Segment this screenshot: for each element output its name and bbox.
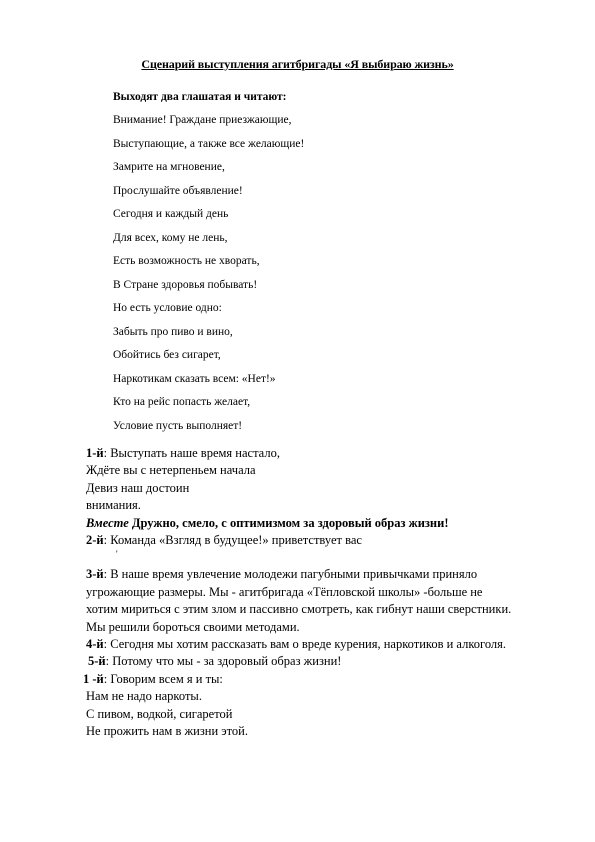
announcement-line: Замрите на мгновение,	[113, 161, 225, 173]
script-block	[83, 445, 516, 741]
announcement-line: Условие пусть выполняет!	[113, 419, 243, 432]
announcement-line: Забыть про пиво и вино,	[113, 325, 233, 338]
script-line: Ждёте вы с нетерпеньем начала	[86, 463, 256, 478]
announcement-line: В Стране здоровья побывать!	[113, 278, 258, 291]
speaker-text: : Выступать наше время настало,	[103, 446, 280, 460]
speaker-text: : Потому что мы - за здоровый образ жизни!	[105, 654, 342, 669]
script-line: Нам не надо наркоты.	[86, 689, 202, 704]
announcement-line: Наркотикам сказать всем: «Нет!»	[113, 372, 276, 385]
announcement-line: Но есть условие одно:	[113, 302, 222, 314]
together-label: Вместе	[86, 515, 129, 530]
speaker-text: : Говорим всем я и ты:	[103, 671, 223, 686]
speaker-label: 3-й	[86, 567, 104, 582]
speaker-text: : В наше время увлечение молодежи пагубными привычками приняло угрожающие размеры. Мы - агитбригада «Тёпловской школы» -больше не хотим мириться с этим злом и пассивно смотреть, как гибнут наши сверстники. Мы решили бороться своими методами.	[86, 567, 512, 634]
announcement-line: Прослушайте объявление!	[113, 184, 243, 197]
announcement-line: Сегодня и каждый день	[113, 208, 229, 220]
script-line: внимания.	[86, 498, 141, 513]
speaker-label: 1 -й	[83, 671, 104, 686]
speaker-2-line	[86, 532, 516, 549]
speaker-label: 1-й	[86, 446, 104, 460]
speaker-label: 5-й	[88, 654, 106, 669]
announcement-line: Внимание! Граждане приезжающие,	[113, 114, 292, 126]
speaker-text: : Команда «Взгляд в будущее!» приветствует вас	[103, 533, 362, 548]
speaker-5-line	[86, 653, 516, 670]
speaker-label: 2-й	[86, 533, 104, 548]
document-title: Сценарий выступления агитбригады «Я выбираю жизнь»	[141, 57, 454, 71]
together-line	[86, 515, 516, 532]
announcement-line: Кто на рейс попасть желает,	[113, 396, 251, 408]
script-line: Девиз наш достоин	[86, 480, 190, 495]
speaker-text: : Сегодня мы хотим рассказать вам о вреде курения, наркотиков и алкоголя.	[103, 637, 507, 652]
stray-mark: '	[116, 549, 118, 560]
script-line: С пивом, водкой, сигаретой	[86, 706, 233, 721]
announcement-block	[113, 90, 304, 442]
speaker-4-paragraph	[86, 636, 516, 653]
speaker-6-line	[83, 671, 516, 688]
announcement-line: Обойтись без сигарет,	[113, 349, 221, 361]
announcement-intro: Выходят два глашатая и читают:	[113, 91, 287, 103]
speaker-1-line	[86, 445, 516, 462]
announcement-line: Выступающие, а также все желающие!	[113, 137, 305, 150]
announcement-line: Для всех, кому не лень,	[113, 231, 228, 244]
script-line: Не прожить нам в жизни этой.	[86, 724, 248, 739]
speaker-label: 4-й	[86, 637, 104, 652]
speaker-3-paragraph	[86, 566, 516, 636]
announcement-line: Есть возможность не хворать,	[113, 255, 260, 267]
together-text: Дружно, смело, с оптимизмом за здоровый образ жизни!	[128, 515, 449, 530]
